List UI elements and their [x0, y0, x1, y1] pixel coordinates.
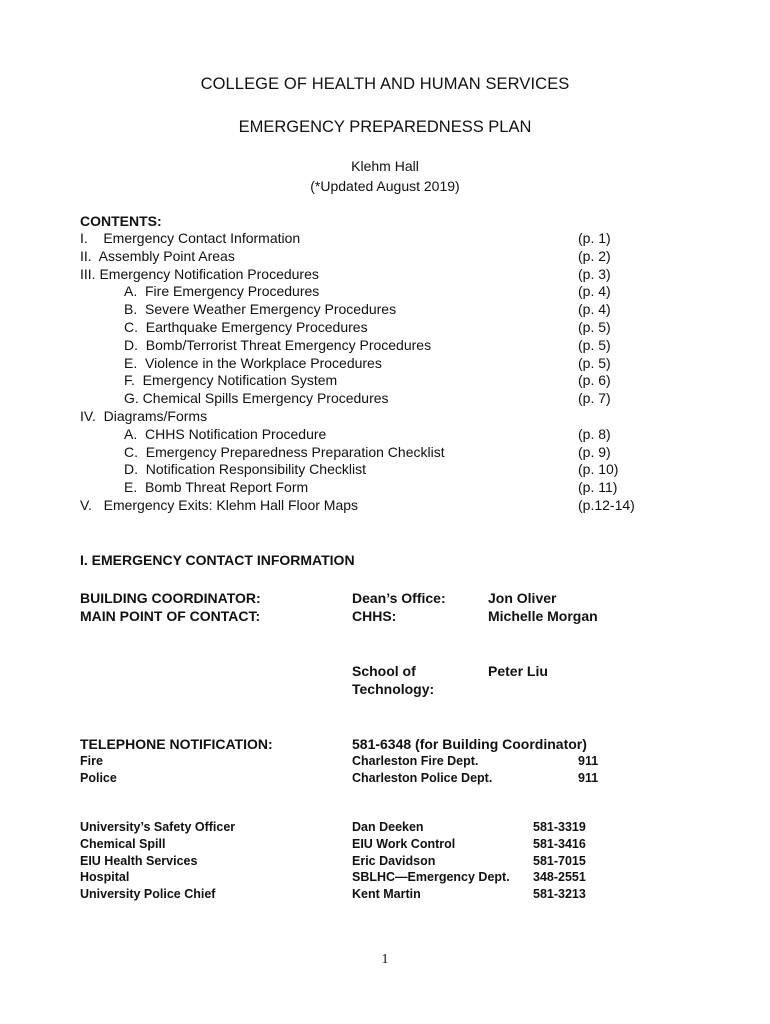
- contact-label: University’s Safety Officer: [80, 820, 236, 834]
- contact-label: EIU Health Services: [80, 853, 198, 868]
- contents-heading: CONTENTS:: [80, 213, 162, 229]
- contents-item-page: (p. 3): [578, 265, 611, 282]
- contents-item: [80, 248, 640, 266]
- contents-item-page: (p. 10): [578, 461, 619, 478]
- school-label-line1: School of: [352, 663, 416, 679]
- contact-phone: 348-2551: [533, 870, 586, 885]
- contents-item: [80, 408, 640, 426]
- contents-item-label: A. CHHS Notification Procedure: [124, 425, 327, 442]
- contents-item-label: C. Emergency Preparedness Preparation Checklist: [124, 443, 445, 460]
- telephone-notification-label: TELEPHONE NOTIFICATION:: [80, 736, 273, 752]
- deans-office-name: Jon Oliver: [488, 590, 557, 606]
- contents-item-label: III. Emergency Notification Procedures: [80, 265, 319, 282]
- emergency-org: Charleston Police Dept.: [352, 771, 493, 785]
- chhs-label: CHHS:: [352, 608, 397, 624]
- contents-item-label: B. Severe Weather Emergency Procedures: [124, 301, 397, 318]
- contents-item-label: E. Bomb Threat Report Form: [124, 479, 309, 496]
- contents-item: [80, 266, 640, 284]
- telephone-notification-value: 581-6348 (for Building Coordinator): [352, 736, 587, 752]
- main-contact-label: MAIN POINT OF CONTACT:: [80, 608, 261, 624]
- contents-list: [80, 230, 640, 515]
- deans-office-label: Dean’s Office:: [352, 590, 446, 606]
- contents-item-page: (p. 5): [578, 318, 611, 335]
- contents-item-page: (p. 2): [578, 247, 611, 264]
- contact-phone: 581-3416: [533, 836, 586, 851]
- contents-item: [80, 301, 640, 319]
- contents-item-label: E. Violence in the Workplace Procedures: [124, 354, 382, 371]
- contents-item-label: D. Bomb/Terrorist Threat Emergency Procedures: [124, 336, 432, 353]
- section-heading: I. EMERGENCY CONTACT INFORMATION: [80, 552, 355, 568]
- contents-item: [80, 461, 640, 479]
- contents-item: [80, 426, 640, 444]
- emergency-label: Police: [80, 771, 117, 785]
- contact-phone: 581-7015: [533, 853, 586, 868]
- college-title: COLLEGE OF HEALTH AND HUMAN SERVICES: [200, 75, 570, 93]
- contents-item-label: A. Fire Emergency Procedures: [124, 283, 320, 300]
- emergency-org: Charleston Fire Dept.: [352, 754, 479, 768]
- contact-phone: 581-3319: [533, 820, 586, 834]
- building-name: Klehm Hall: [351, 158, 419, 174]
- emergency-phone: 911: [578, 754, 599, 768]
- contact-name: Dan Deeken: [352, 820, 424, 834]
- contents-item: [80, 497, 640, 515]
- contents-item: [80, 444, 640, 462]
- contact-name: SBLHC—Emergency Dept.: [352, 870, 510, 885]
- contents-item: [80, 283, 640, 301]
- contents-item-label: G. Chemical Spills Emergency Procedures: [124, 390, 389, 407]
- contents-item-label: I. Emergency Contact Information: [80, 230, 301, 246]
- contents-item-label: II. Assembly Point Areas: [80, 247, 235, 264]
- contents-item-page: (p. 8): [578, 425, 611, 442]
- contents-item-page: (p. 5): [578, 336, 611, 353]
- contact-phone: 581-3213: [533, 887, 586, 902]
- contact-name: EIU Work Control: [352, 836, 456, 851]
- contact-label: Chemical Spill: [80, 836, 166, 851]
- contents-item-label: V. Emergency Exits: Klehm Hall Floor Maps: [80, 496, 359, 513]
- contact-label: University Police Chief: [80, 887, 216, 902]
- contact-name: Eric Davidson: [352, 853, 436, 868]
- contact-label: Hospital: [80, 870, 130, 885]
- page-number: 1: [381, 952, 389, 967]
- emergency-phone: 911: [578, 771, 599, 785]
- contents-item: [80, 372, 640, 390]
- contents-item: [80, 319, 640, 337]
- contents-item-label: IV. Diagrams/Forms: [80, 407, 208, 424]
- contact-name: Kent Martin: [352, 887, 421, 902]
- contents-item-page: (p.12-14): [578, 496, 635, 513]
- contents-item: [80, 390, 640, 408]
- contents-item-page: (p. 9): [578, 443, 611, 460]
- contents-item-page: (p. 6): [578, 372, 611, 389]
- emergency-label: Fire: [80, 754, 103, 768]
- building-coordinator-label: BUILDING COORDINATOR:: [80, 590, 261, 606]
- contents-item-label: C. Earthquake Emergency Procedures: [124, 318, 368, 335]
- contents-item-page: (p. 1): [578, 230, 611, 246]
- table-of-contents: [80, 212, 640, 515]
- contents-item-label: F. Emergency Notification System: [124, 372, 338, 389]
- contents-item: [80, 230, 640, 248]
- updated-date: (*Updated August 2019): [310, 178, 460, 194]
- chhs-name: Michelle Morgan: [488, 608, 598, 624]
- plan-title: EMERGENCY PREPAREDNESS PLAN: [238, 118, 532, 136]
- contents-item-page: (p. 4): [578, 283, 611, 300]
- contents-item: [80, 337, 640, 355]
- contents-item-page: (p. 7): [578, 390, 611, 407]
- contents-item-page: (p. 4): [578, 301, 611, 318]
- school-name: Peter Liu: [488, 663, 548, 679]
- school-label-line2: Technology:: [352, 681, 435, 697]
- contents-item-page: (p. 5): [578, 354, 611, 371]
- contents-item: [80, 355, 640, 373]
- contents-item-page: (p. 11): [578, 479, 618, 496]
- contents-item-label: D. Notification Responsibility Checklist: [124, 461, 366, 478]
- contents-item: [80, 479, 640, 497]
